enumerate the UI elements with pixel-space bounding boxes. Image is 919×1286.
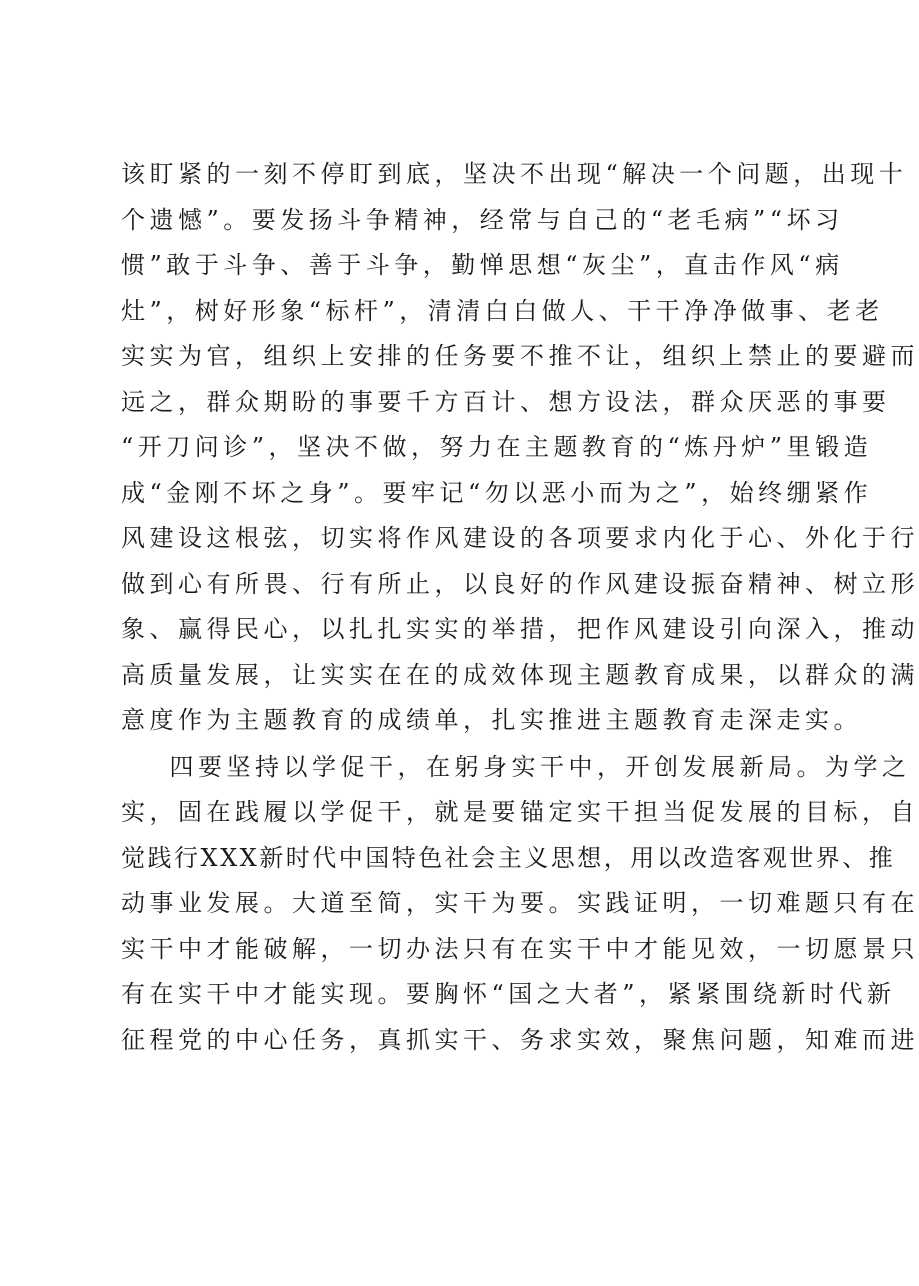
text-line: 四要坚持以学促干，在躬身实干中，开创发展新局。为学之	[121, 752, 911, 781]
text-line: 意度作为主题教育的成绩单，扎实推进主题教育走深走实。	[121, 706, 862, 734]
text-line: 做到心有所畏、行有所止，以良好的作风建设振奋精神、树立形	[121, 569, 919, 598]
text-line: 灶”，树好形象“标杆”，清清白白做人、干干净净做事、老老	[121, 296, 884, 325]
text-line: 有在实干中才能实现。要胸怀“国之大者”，紧紧围绕新时代新	[121, 980, 896, 1008]
text-line: 实实为官，组织上安排的任务要不推不让，组织上禁止的要避而	[121, 342, 919, 370]
body-text	[121, 152, 919, 1063]
text-line: 象、赢得民心，以扎扎实实的举措，把作风建设引向深入，推动	[121, 615, 919, 643]
text-line: 觉践行XXX新时代中国特色社会主义思想，用以改造客观世界、推	[121, 843, 896, 872]
text-line: 个遗憾”。要发扬斗争精神，经常与自己的“老毛病”“坏习	[121, 205, 844, 234]
text-line: 成“金刚不坏之身”。要牢记“勿以恶小而为之”，始终绷紧作	[121, 478, 873, 507]
text-line: 该盯紧的一刻不停盯到底，坚决不出现“解决一个问题，出现十	[121, 160, 908, 188]
paragraph-1	[121, 152, 919, 744]
paragraph-2	[121, 745, 919, 1064]
text-line: 实，固在践履以学促干，就是要锚定实干担当促发展的目标，自	[121, 798, 919, 826]
text-line: 高质量发展，让实实在在的成效体现主题教育成果，以群众的满	[121, 660, 919, 689]
text-line: 风建设这根弦，切实将作风建设的各项要求内化于心、外化于行	[121, 524, 919, 552]
text-line: 征程党的中心任务，真抓实干、务求实效，聚焦问题，知难而进	[121, 1025, 919, 1054]
text-line: “开刀问诊”，坚决不做，努力在主题教育的“炼丹炉”里锻造	[121, 433, 873, 461]
text-line: 动事业发展。大道至简，实干为要。实践证明，一切难题只有在	[121, 889, 919, 917]
text-line: 惯”敢于斗争、善于斗争，勤惮思想“灰尘”，直击作风“病	[121, 251, 844, 279]
text-line: 远之，群众期盼的事要千方百计、想方设法，群众厌恶的事要	[121, 387, 891, 416]
text-line: 实干中才能破解，一切办法只有在实干中才能见效，一切愿景只	[121, 934, 919, 963]
